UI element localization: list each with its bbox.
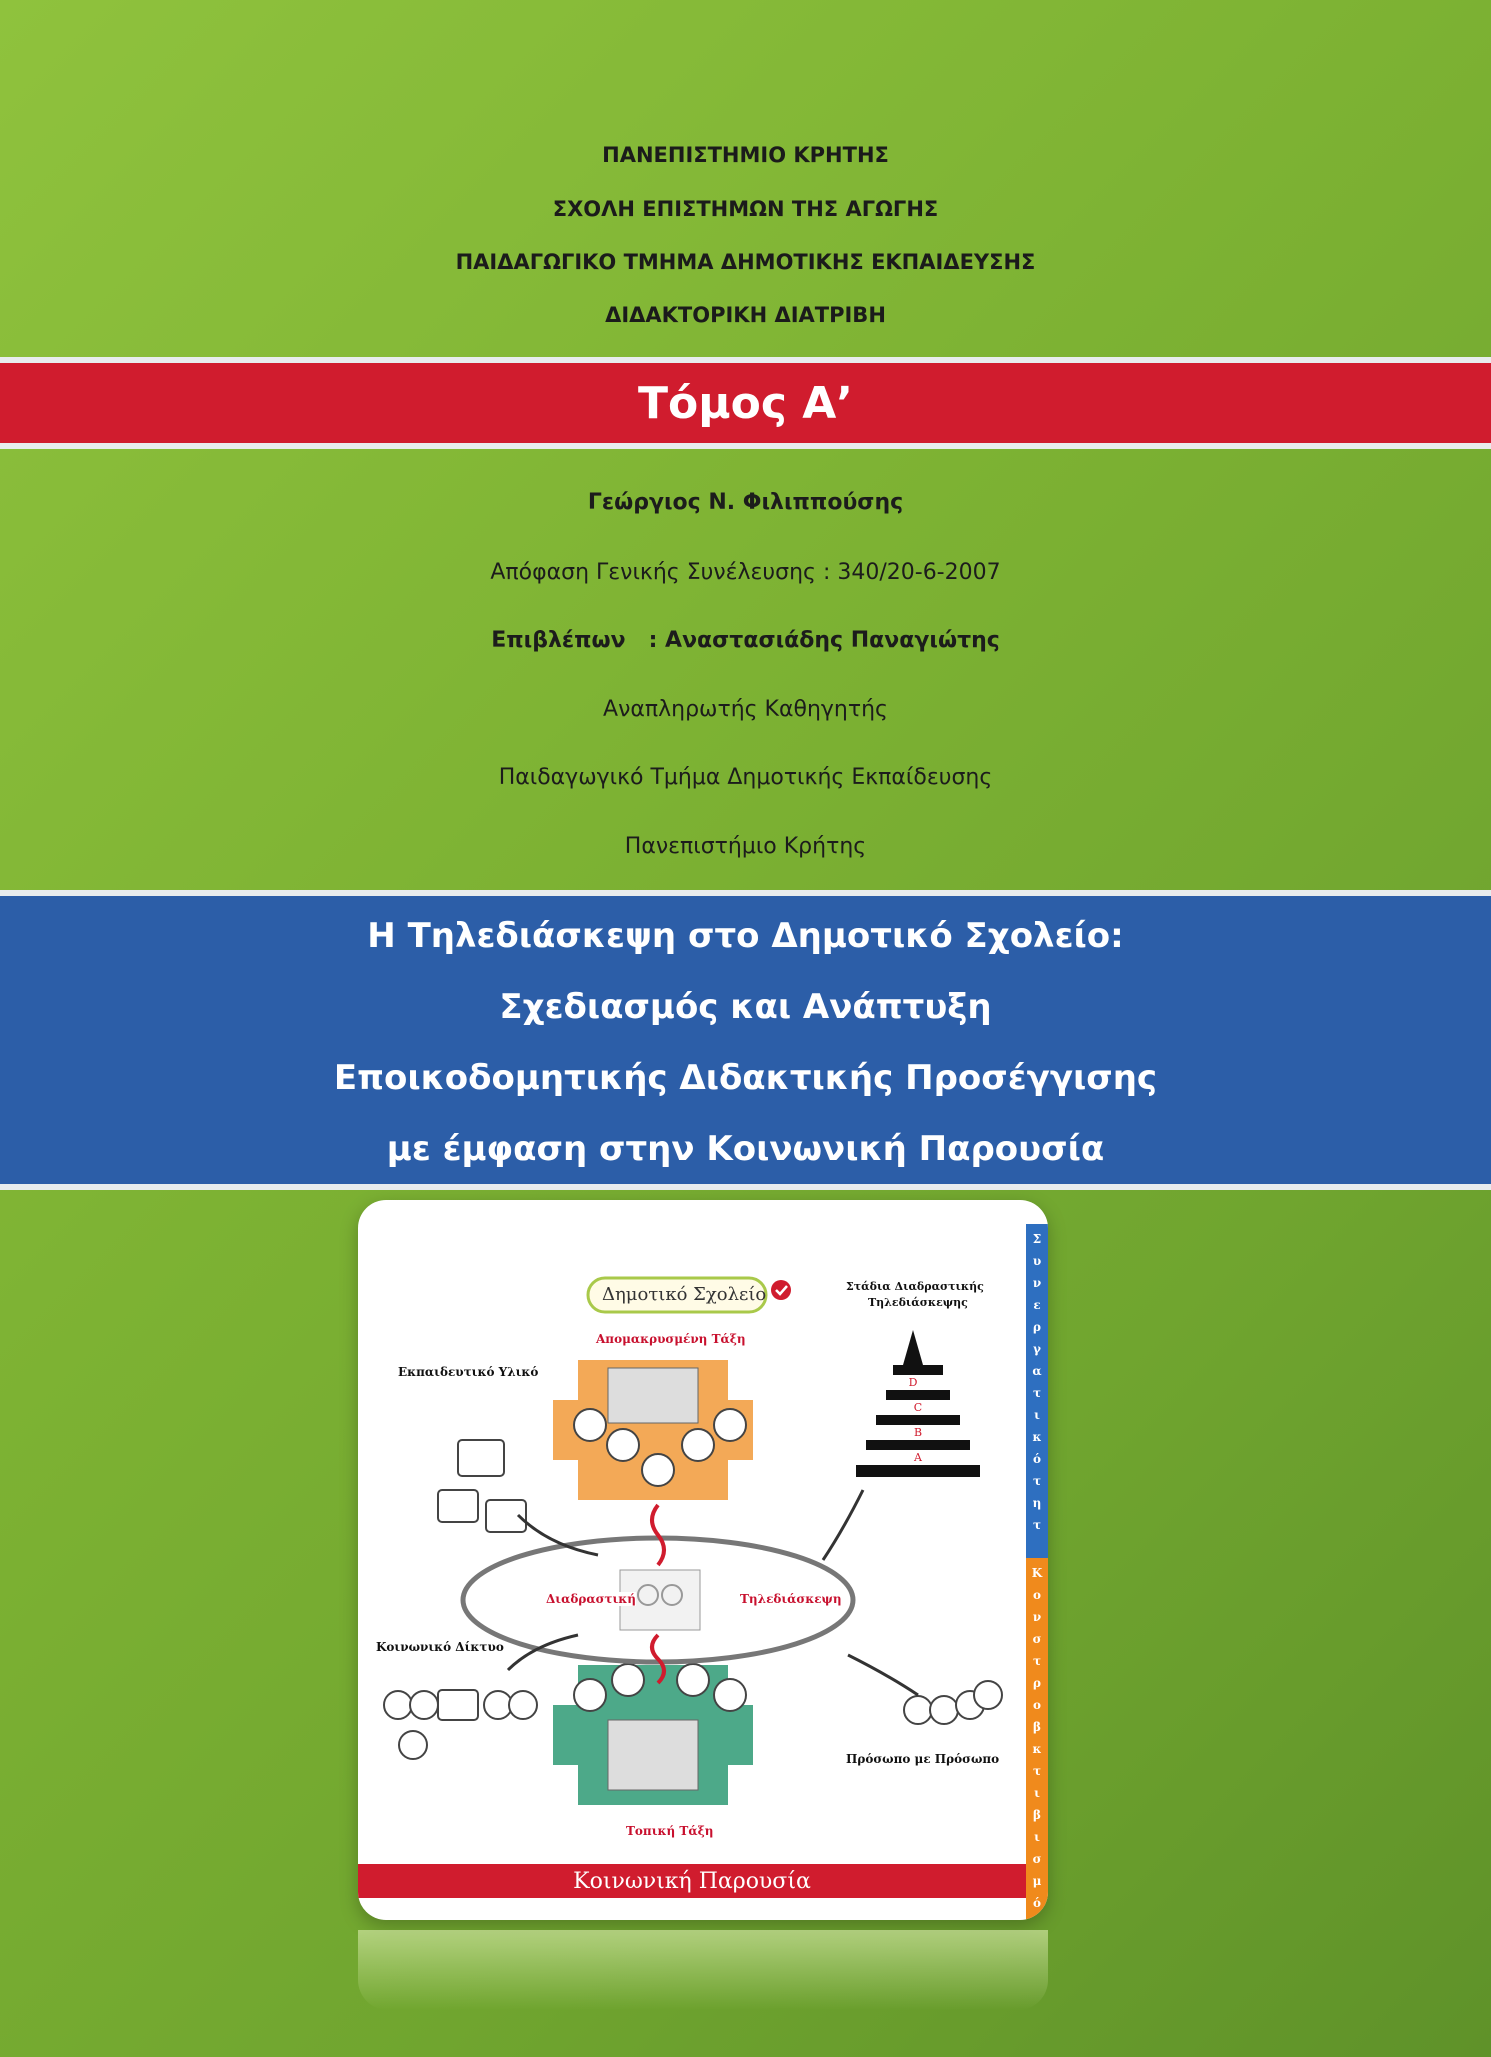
stages-label-2: Τηλεδιάσκεψης xyxy=(868,1296,968,1309)
remote-connector xyxy=(652,1505,664,1565)
pyramid-D: D xyxy=(908,1376,918,1389)
face-to-face-icons xyxy=(904,1681,1002,1724)
edu-material-label: Εκπαιδευτικό Υλικό xyxy=(398,1365,539,1379)
school-name: ΣΧΟΛΗ ΕΠΙΣΤΗΜΩΝ ΤΗΣ ΑΓΩΓΗΣ xyxy=(552,197,939,221)
title-line-3: Εποικοδομητικής Διδακτικής Προσέγγισης xyxy=(333,1058,1158,1098)
title-band xyxy=(0,890,1491,1190)
social-presence-bar xyxy=(358,1864,1026,1898)
local-class-bookshelf xyxy=(608,1720,698,1790)
interactive-label: Διαδραστική xyxy=(546,1592,637,1606)
cover-diagram xyxy=(358,1200,1048,1920)
remote-class-label: Απομακρυσμένη Τάξη xyxy=(596,1332,746,1346)
title-line-4: με έμφαση στην Κοινωνική Παρουσία xyxy=(386,1129,1105,1169)
side-bar-collaboration: Σ υ ν ε ρ γ α τ ι κ ό τ η τ xyxy=(1026,1224,1048,1558)
department-name: ΠΑΙΔΑΓΩΓΙΚΟ ΤΜΗΜΑ ΔΗΜΟΤΙΚΗΣ ΕΚΠΑΙΔΕΥΣΗΣ xyxy=(455,250,1036,274)
author-name: Γεώργιος Ν. Φιλιππούσης xyxy=(587,490,904,515)
supervisor-title: Αναπληρωτής Καθηγητής xyxy=(603,697,888,722)
supervisor-university: Πανεπιστήμιο Κρήτης xyxy=(624,834,867,859)
social-presence-label: Κοινωνική Παρουσία xyxy=(573,1868,811,1894)
pyramid-B: B xyxy=(913,1426,923,1439)
edu-material-icons xyxy=(438,1440,526,1532)
document-type: ΔΙΔΑΚΤΟΡΙΚΗ ΔΙΑΤΡΙΒΗ xyxy=(605,303,886,327)
university-name: ΠΑΝΕΠΙΣΤΗΜΙΟ ΚΡΗΤΗΣ xyxy=(602,143,889,167)
remote-class-bookshelf xyxy=(608,1368,698,1423)
decision-line: Απόφαση Γενικής Συνέλευσης : 340/20-6-2007 xyxy=(490,560,1001,585)
social-network-icons xyxy=(384,1690,537,1759)
local-class-label: Τοπική Τάξη xyxy=(626,1824,714,1838)
title-line-2: Σχεδιασμός και Ανάπτυξη xyxy=(499,987,992,1027)
school-label: Δημοτικό Σχολείο xyxy=(602,1284,767,1305)
supervisor-line: Επιβλέπων : Αναστασιάδης Παναγιώτης xyxy=(491,628,1000,653)
social-network-label: Κοινωνικό Δίκτυο xyxy=(376,1640,504,1654)
pyramid-A: A xyxy=(914,1451,922,1464)
videoconference-label: Τηλεδιάσκεψη xyxy=(740,1592,842,1606)
supervisor-department: Παιδαγωγικό Τμήμα Δημοτικής Εκπαίδευσης xyxy=(498,765,993,790)
check-icon xyxy=(771,1280,791,1300)
volume-title: Τόμος Α’ xyxy=(637,377,853,429)
stages-label-1: Στάδια Διαδραστικής xyxy=(846,1280,984,1293)
title-line-1: Η Τηλεδιάσκεψη στο Δημοτικό Σχολείο: xyxy=(367,916,1124,956)
volume-band xyxy=(0,357,1491,449)
pyramid-C: C xyxy=(913,1401,923,1414)
stages-pyramid xyxy=(856,1330,980,1477)
face-to-face-label: Πρόσωπο με Πρόσωπο xyxy=(846,1752,1000,1766)
side-bar-constructivism: Κ ο ν σ τ ρ ο β κ τ ι β ι σ μ ό xyxy=(1026,1558,1048,1920)
card-reflection xyxy=(358,1930,1048,2010)
